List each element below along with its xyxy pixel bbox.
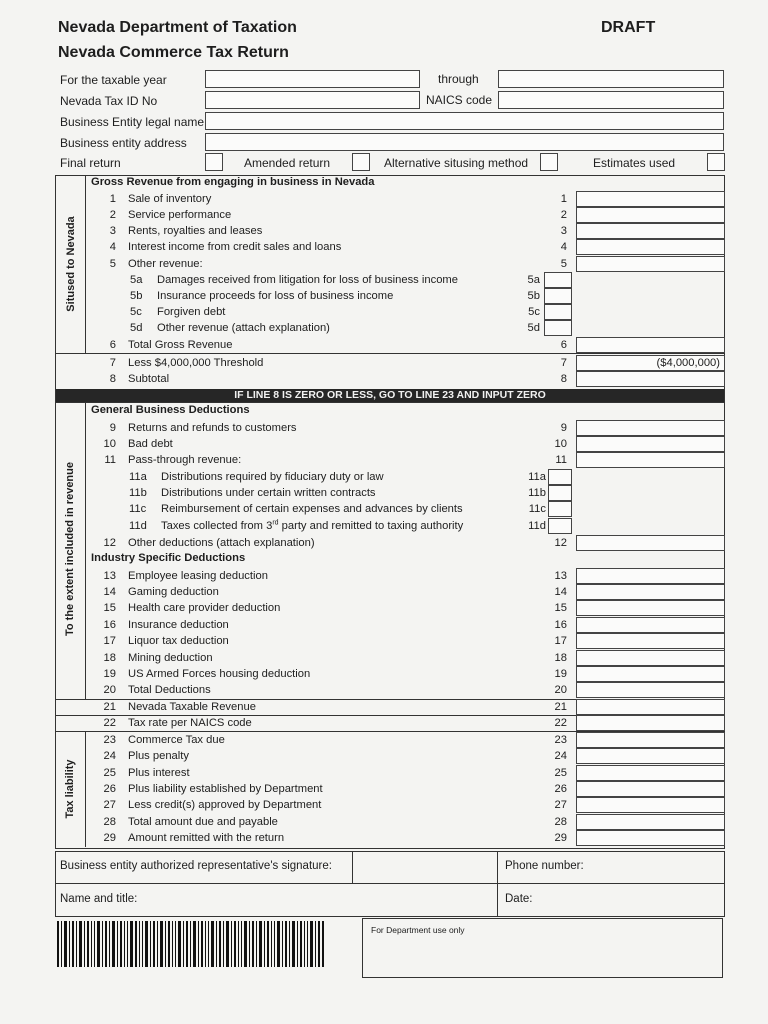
line-6-amount[interactable] <box>576 337 725 353</box>
phone-input[interactable] <box>590 853 720 881</box>
line-5d-amount[interactable] <box>544 320 572 336</box>
line-22-amount[interactable] <box>576 715 725 731</box>
line-27: 27 Less credit(s) approved by Department 27 <box>0 797 768 813</box>
industry-deductions-heading: Industry Specific Deductions <box>91 552 246 564</box>
line-26: 26 Plus liability established by Department 26 <box>0 781 768 797</box>
line-11c-amount[interactable] <box>548 501 572 517</box>
address-label: Business entity address <box>60 136 187 150</box>
line-15-amount[interactable] <box>576 600 725 616</box>
line-5: 5 Other revenue: 5 <box>0 256 768 272</box>
taxable-year-end-input[interactable] <box>498 70 724 88</box>
line-5b: 5b Insurance proceeds for loss of business income 5b <box>0 288 768 304</box>
line-12-amount[interactable] <box>576 535 725 551</box>
address-input[interactable] <box>205 133 724 151</box>
line-10: 10 Bad debt 10 <box>0 436 768 452</box>
tax-id-label: Nevada Tax ID No <box>60 94 158 108</box>
line-19-amount[interactable] <box>576 666 725 682</box>
line-11a-amount[interactable] <box>548 469 572 485</box>
line-5a-amount[interactable] <box>544 272 572 288</box>
taxable-year-label: For the taxable year <box>60 73 167 87</box>
alt-situsing-label: Alternative situsing method <box>384 156 529 170</box>
line-18: 18 Mining deduction 18 <box>0 650 768 666</box>
gross-revenue-heading: Gross Revenue from engaging in business in Nevada <box>91 176 375 188</box>
line-2-amount[interactable] <box>576 207 725 223</box>
line-14: 14 Gaming deduction 14 <box>0 584 768 600</box>
line-5c: 5c Forgiven debt 5c <box>0 304 768 320</box>
line-25-amount[interactable] <box>576 765 725 781</box>
legal-name-input[interactable] <box>205 112 724 130</box>
line-24: 24 Plus penalty 24 <box>0 748 768 764</box>
line-28-amount[interactable] <box>576 814 725 830</box>
line-4: 4 Interest income from credit sales and loans 4 <box>0 239 768 255</box>
sitused-side-label: Sitused to Nevada <box>65 216 77 312</box>
final-return-checkbox[interactable] <box>205 153 223 171</box>
line-10-amount[interactable] <box>576 436 725 452</box>
amended-return-label: Amended return <box>244 156 331 170</box>
form-title: Nevada Commerce Tax Return <box>58 44 289 61</box>
line-1: 1 Sale of inventory 1 <box>0 191 768 207</box>
extent-side-label: To the extent included in revenue <box>64 462 76 636</box>
line-3-amount[interactable] <box>576 223 725 239</box>
department-use-label: For Department use only <box>371 925 465 935</box>
line-11a: 11a Distributions required by fiduciary duty or law 11a <box>0 469 768 485</box>
line-21-amount[interactable] <box>576 699 725 715</box>
through-label: through <box>438 72 479 86</box>
line-18-amount[interactable] <box>576 650 725 666</box>
line-11c: 11c Reimbursement of certain expenses and advances by clients 11c <box>0 501 768 517</box>
line-6: 6 Total Gross Revenue 6 <box>0 337 768 353</box>
line-21: 21 Nevada Taxable Revenue 21 <box>0 699 768 715</box>
line-19: 19 US Armed Forces housing deduction 19 <box>0 666 768 682</box>
line-11d-amount[interactable] <box>548 518 572 534</box>
line-27-amount[interactable] <box>576 797 725 813</box>
line-11b: 11b Distributions under certain written contracts 11b <box>0 485 768 501</box>
general-deductions-heading: General Business Deductions <box>91 404 250 416</box>
line-8: 8 Subtotal 8 <box>0 371 768 387</box>
line-13-amount[interactable] <box>576 568 725 584</box>
date-input[interactable] <box>540 886 720 913</box>
line-2: 2 Service performance 2 <box>0 207 768 223</box>
tax-id-input[interactable] <box>205 91 420 109</box>
line-12: 12 Other deductions (attach explanation) 12 <box>0 535 768 551</box>
line-24-amount[interactable] <box>576 748 725 764</box>
rep-signature-label: Business entity authorized representative's signature: <box>60 860 332 872</box>
tax-liability-side-label: Tax liability <box>64 759 76 819</box>
line-5c-amount[interactable] <box>544 304 572 320</box>
line-15: 15 Health care provider deduction 15 <box>0 600 768 616</box>
line-3: 3 Rents, royalties and leases 3 <box>0 223 768 239</box>
line-7-amount: ($4,000,000) <box>576 355 725 371</box>
line-16: 16 Insurance deduction 16 <box>0 617 768 633</box>
naics-label: NAICS code <box>426 93 493 107</box>
amended-return-checkbox[interactable] <box>352 153 370 171</box>
phone-label: Phone number: <box>505 860 584 872</box>
line-25: 25 Plus interest 25 <box>0 765 768 781</box>
legal-name-label: Business Entity legal name <box>60 115 205 129</box>
line-17: 17 Liquor tax deduction 17 <box>0 633 768 649</box>
line-26-amount[interactable] <box>576 781 725 797</box>
draft-label: DRAFT <box>601 19 656 36</box>
line-5b-amount[interactable] <box>544 288 572 304</box>
line-14-amount[interactable] <box>576 584 725 600</box>
line-20: 20 Total Deductions 20 <box>0 682 768 698</box>
name-title-label: Name and title: <box>60 893 138 905</box>
line-23: 23 Commerce Tax due 23 <box>0 732 768 748</box>
line-9-amount[interactable] <box>576 420 725 436</box>
line-29-amount[interactable] <box>576 830 725 846</box>
estimates-used-label: Estimates used <box>593 156 676 170</box>
final-return-label: Final return <box>60 156 121 170</box>
line-22: 22 Tax rate per NAICS code 22 <box>0 715 768 731</box>
line-9: 9 Returns and refunds to customers 9 <box>0 420 768 436</box>
line-7: 7 Less $4,000,000 Threshold 7 ($4,000,000) <box>0 355 768 371</box>
line-17-amount[interactable] <box>576 633 725 649</box>
barcode <box>57 921 325 967</box>
naics-input[interactable] <box>498 91 724 109</box>
line-4-amount[interactable] <box>576 239 725 255</box>
line-11-amount[interactable] <box>576 452 725 468</box>
department-use-box <box>362 918 723 978</box>
line-5-amount[interactable] <box>576 256 725 272</box>
line-5d: 5d Other revenue (attach explanation) 5d <box>0 320 768 336</box>
rep-signature-input[interactable] <box>354 853 495 881</box>
warning-bar: IF LINE 8 IS ZERO OR LESS, GO TO LINE 23 AND INPUT ZERO <box>56 389 724 402</box>
line-13: 13 Employee leasing deduction 13 <box>0 568 768 584</box>
line-16-amount[interactable] <box>576 617 725 633</box>
date-label: Date: <box>505 893 533 905</box>
line-1-amount[interactable] <box>576 191 725 207</box>
line-11: 11 Pass-through revenue: 11 <box>0 452 768 468</box>
department-title: Nevada Department of Taxation <box>58 19 297 36</box>
alt-situsing-checkbox[interactable] <box>540 153 558 171</box>
line-11b-amount[interactable] <box>548 485 572 501</box>
line-8-amount[interactable] <box>576 371 725 387</box>
estimates-used-checkbox[interactable] <box>707 153 725 171</box>
name-title-input[interactable] <box>150 886 494 913</box>
line-23-amount[interactable] <box>576 732 725 748</box>
line-28: 28 Total amount due and payable 28 <box>0 814 768 830</box>
line-11d: 11d Taxes collected from 3rd party and remitted to taxing authority 11d <box>0 518 768 534</box>
line-5a: 5a Damages received from litigation for loss of business income 5a <box>0 272 768 288</box>
taxable-year-start-input[interactable] <box>205 70 420 88</box>
line-29: 29 Amount remitted with the return 29 <box>0 830 768 846</box>
line-20-amount[interactable] <box>576 682 725 698</box>
